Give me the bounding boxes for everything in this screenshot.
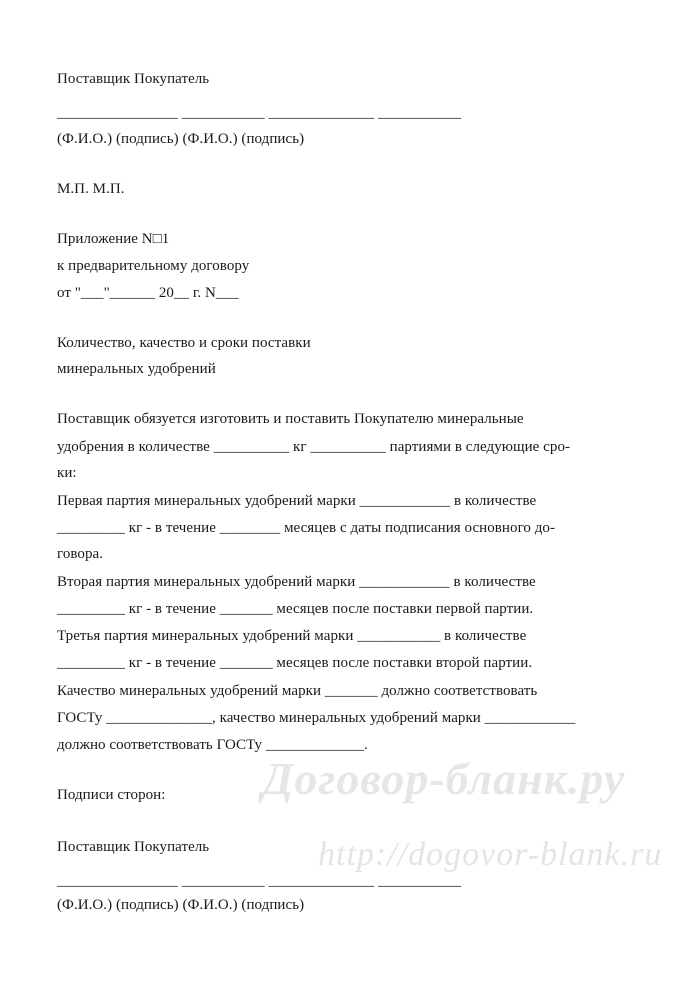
watermark-brand: Договор-бланк.ру	[262, 753, 626, 804]
bottom-signature-lines: ________________ ___________ ______________ ___________	[57, 873, 461, 889]
body-line: Третья партия минеральных удобрений марки ___________ в количестве	[57, 628, 527, 644]
body-line: удобрения в количестве __________ кг __________ партиями в следующие сро-	[57, 439, 571, 455]
section-heading-line-2: минеральных удобрений	[57, 361, 216, 377]
top-signature-captions: (Ф.И.О.) (подпись) (Ф.И.О.) (подпись)	[57, 131, 305, 147]
body-line: _________ кг - в течение ________ месяцев с даты подписания основного до-	[57, 520, 556, 536]
body-line: Качество минеральных удобрений марки _______ должно соответствовать	[57, 683, 538, 699]
bottom-signature-captions: (Ф.И.О.) (подпись) (Ф.И.О.) (подпись)	[57, 897, 305, 913]
body-line: говора.	[57, 546, 104, 562]
appendix-date: от "___"______ 20__ г. N___	[57, 285, 239, 301]
section-heading-line-1: Количество, качество и сроки поставки	[57, 335, 311, 351]
body-line: Вторая партия минеральных удобрений марки ____________ в количестве	[57, 574, 536, 590]
watermark-url: http://dogovor-blank.ru	[318, 836, 663, 873]
appendix-reference: к предварительному договору	[57, 258, 250, 274]
body-line: ки:	[57, 465, 77, 481]
stamp-placeholders: М.П. М.П.	[57, 181, 125, 197]
body-line: Поставщик обязуется изготовить и поставить Покупателю минеральные	[57, 411, 524, 427]
body-line: Первая партия минеральных удобрений марки ____________ в количестве	[57, 493, 537, 509]
signatures-title: Подписи сторон:	[57, 787, 166, 803]
body-line: должно соответствовать ГОСТу _____________.	[57, 737, 368, 753]
top-signature-lines: ________________ ___________ ______________ ___________	[57, 105, 461, 121]
appendix-number: Приложение N□1	[57, 231, 170, 247]
bottom-parties-label: Поставщик Покупатель	[57, 839, 210, 855]
body-line: _________ кг - в течение _______ месяцев после поставки второй партии.	[57, 655, 533, 671]
body-line: ГОСТу ______________, качество минеральных удобрений марки ____________	[57, 710, 576, 726]
body-line: _________ кг - в течение _______ месяцев после поставки первой партии.	[57, 601, 534, 617]
top-parties-label: Поставщик Покупатель	[57, 71, 210, 87]
